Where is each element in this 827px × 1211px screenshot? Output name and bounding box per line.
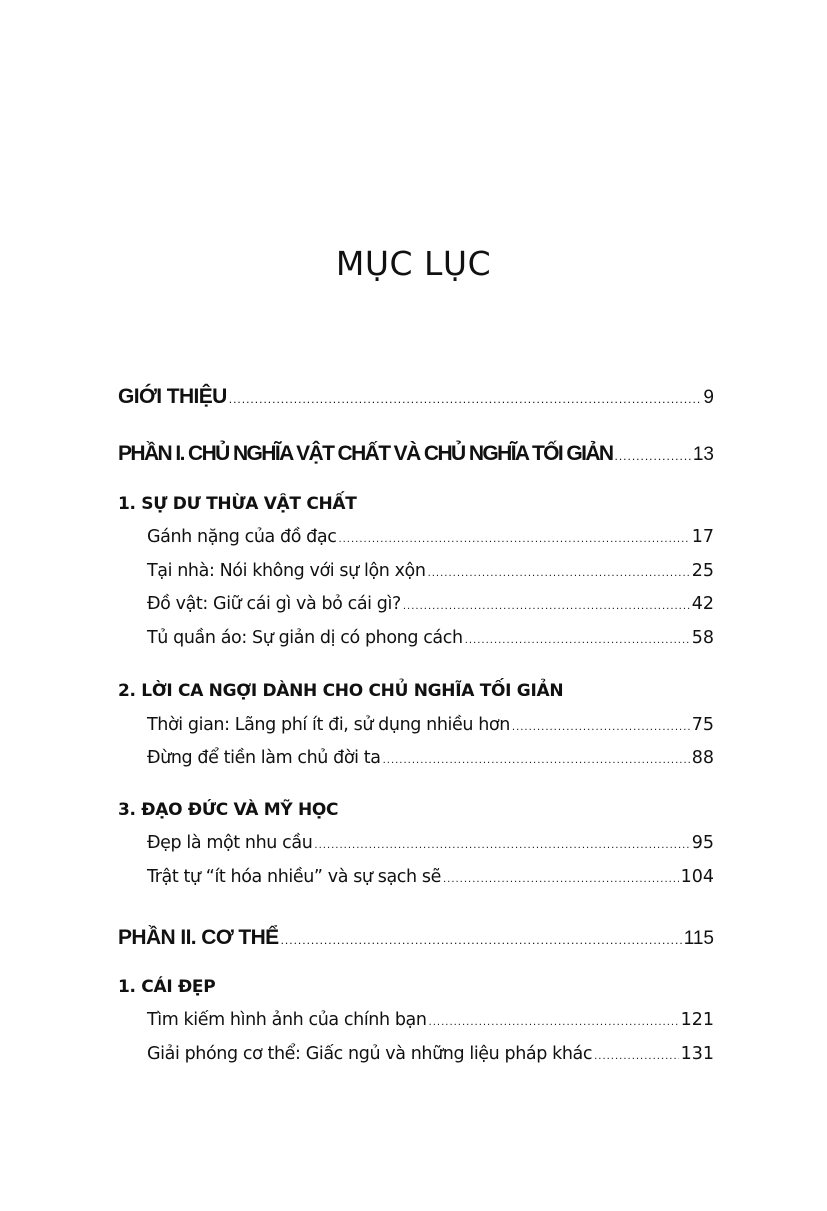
toc-page-number: 17: [691, 527, 714, 547]
toc-page-number: 88: [691, 748, 714, 768]
toc-page-number: 115: [683, 928, 714, 949]
dot-leader: [443, 867, 679, 893]
toc-entry-label: Trật tự “ít hóa nhiều” và sự sạch sẽ: [147, 867, 441, 887]
toc-part-2[interactable]: [118, 924, 714, 954]
dot-leader: [314, 833, 689, 859]
dot-leader: [281, 926, 682, 954]
toc-entry-label: Tại nhà: Nói không với sự lộn xộn: [147, 561, 426, 581]
toc-entry[interactable]: [147, 712, 714, 741]
toc-entry[interactable]: [147, 558, 714, 587]
toc-entry-label: GIỚI THIỆU: [118, 385, 227, 408]
toc-page-number: 95: [691, 833, 714, 853]
toc-entry[interactable]: [147, 830, 714, 859]
toc-entry[interactable]: [147, 864, 714, 893]
toc-entry-label: Giải phóng cơ thể: Giấc ngủ và những liệu pháp khác: [147, 1044, 593, 1064]
toc-page-number: 13: [692, 444, 714, 465]
toc-entry-label: Đẹp là một nhu cầu: [147, 833, 313, 853]
toc-entry[interactable]: [147, 745, 714, 774]
section-heading: 3. ĐẠO ĐỨC VÀ MỸ HỌC: [118, 800, 339, 820]
toc-page-number: 58: [691, 628, 714, 648]
toc-entry-label: Đồ vật: Giữ cái gì và bỏ cái gì?: [147, 594, 401, 614]
page-title: MỤC LỤC: [335, 244, 492, 283]
toc-page-number: 25: [691, 561, 714, 581]
dot-leader: [383, 748, 690, 774]
toc-part-label: PHẦN II. CƠ THỂ: [118, 926, 279, 949]
toc-entry-intro[interactable]: [118, 383, 714, 413]
toc-entry[interactable]: [147, 1041, 714, 1070]
toc-page-number: 75: [691, 715, 714, 735]
dot-leader: [594, 1044, 679, 1070]
dot-leader: [429, 1010, 679, 1036]
dot-leader: [428, 561, 690, 587]
toc-page-number: 104: [680, 867, 714, 887]
dot-leader: [512, 715, 690, 741]
toc-entry[interactable]: [147, 1007, 714, 1036]
toc-part-1[interactable]: [118, 440, 714, 470]
section-heading: 1. CÁI ĐẸP: [118, 977, 216, 997]
toc-entry-label: Thời gian: Lãng phí ít đi, sử dụng nhiều hơn: [147, 715, 510, 735]
toc-entry-label: Đừng để tiền làm chủ đời ta: [147, 748, 381, 768]
section-heading: 2. LỜI CA NGỢI DÀNH CHO CHỦ NGHĨA TỐI GIẢN: [118, 681, 564, 701]
dot-leader: [229, 385, 702, 413]
toc-page-number: 42: [691, 594, 714, 614]
dot-leader: [403, 594, 690, 620]
toc-entry-label: Tủ quần áo: Sự giản dị có phong cách: [147, 628, 463, 648]
dot-leader: [338, 527, 689, 553]
section-heading: 1. SỰ DƯ THỪA VẬT CHẤT: [118, 494, 357, 514]
toc-entry-label: Gánh nặng của đồ đạc: [147, 527, 337, 547]
toc-entry[interactable]: [147, 591, 714, 620]
dot-leader: [465, 628, 690, 654]
toc-entry[interactable]: [147, 625, 714, 654]
toc-entry[interactable]: [147, 524, 714, 553]
toc-page-number: 121: [680, 1010, 714, 1030]
toc-page-number: 9: [703, 387, 714, 408]
toc-part-label: PHẦN I. CHỦ NGHĨA VẬT CHẤT VÀ CHỦ NGHĨA TỐI GIẢN: [118, 442, 613, 465]
dot-leader: [614, 442, 690, 470]
toc-entry-label: Tìm kiếm hình ảnh của chính bạn: [147, 1010, 427, 1030]
toc-page-number: 131: [680, 1044, 714, 1064]
